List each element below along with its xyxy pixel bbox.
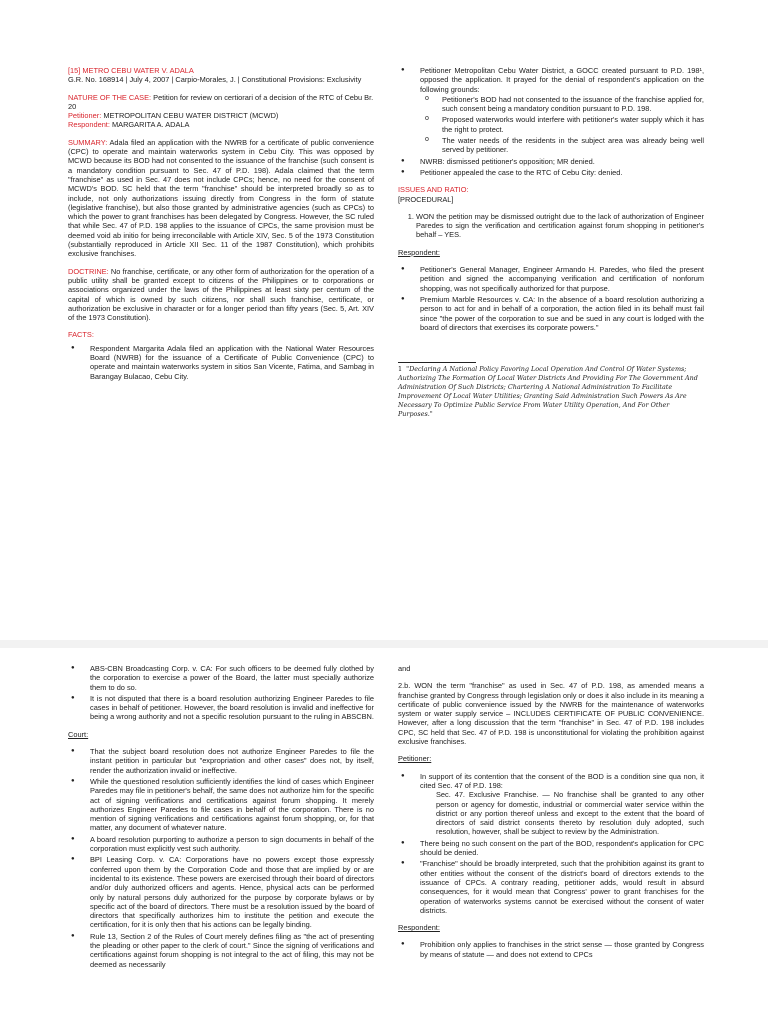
- footnote-number: 1: [398, 365, 403, 374]
- respondent-label: Respondent:: [68, 120, 110, 130]
- list-item: o Proposed waterworks would interfere with petitioner's water supply which it has the right to protect.: [442, 115, 704, 134]
- list-item: [420, 66, 704, 155]
- respondent-name: MARGARITA A. ADALA: [111, 120, 190, 130]
- summary-label: SUMMARY:: [68, 137, 108, 147]
- page2-right-column: [398, 664, 704, 967]
- case-title: [15] METRO CEBU WATER V. ADALA: [68, 66, 194, 75]
- summary-section: [68, 138, 374, 259]
- issue-item: 1. WON the petition may be dismissed outright due to the lack of authorization of Engineer Paredes to sign the verification and certification against forum shopping in petitioner's behalf – YES.: [416, 212, 704, 240]
- list-item: ● That the subject board resolution does not authorize Engineer Paredes to file the instant petition in particular but "expropriation and other cases" does not, by itself, render the authorization invalid or ineffective.: [90, 747, 374, 775]
- page2-left-column: [68, 664, 374, 977]
- nature-label: NATURE OF THE CASE:: [68, 92, 152, 102]
- court-subheading: Court:: [68, 729, 89, 739]
- facts-heading: FACTS:: [68, 330, 94, 340]
- list-item: ● Petitioner's General Manager, Engineer Armando H. Paredes, who filed the present petition and signed the accompanying verification and certification of nonforum shopping, was not specifically authorized for that purpose.: [420, 265, 704, 293]
- respondent-subheading: Respondent:: [398, 247, 440, 257]
- list-item: o The water needs of the residents in the subject area was already being well served by petitioner.: [442, 136, 704, 155]
- and-text: and: [398, 664, 411, 673]
- issues-heading: ISSUES AND RATIO:: [398, 185, 469, 195]
- list-item: ● "Franchise" should be broadly interpreted, such that the prohibition against its grant to other entities without the consent of the district's board of directors extends to the issuance of CPCs. A contrary reading, petitioner adds, would result in absurd consequences, for it would mean that Congress' power to grant franchises for the operation of waterworks systems cannot be exercised without the consent of water districts.: [420, 859, 704, 915]
- case-citation: G.R. No. 168914 | July 4, 2007 | Carpio-Morales, J. | Constitutional Provisions: Exclusivity: [68, 75, 362, 85]
- page1-left-column: [68, 66, 374, 389]
- list-item: o Petitioner's BOD had not consented to the issuance of the franchise applied for, such consent being a mandatory condition pursuant to P.D. 198.: [442, 95, 704, 114]
- nature-of-case: [68, 93, 374, 112]
- issue-2b: 2.b. WON the term "franchise" as used in Sec. 47 of P.D. 198, as amended means a franchise granted by Congress through legislation only or does it also include in its meaning a certificate of public convenience issued by the NWRB for the maintenance of waterworks system or water supply service – INCLUDES CERTIFICATE OF PUBLIC CONVENIENCE. However, after a long discussion that the term "franchise" in Sec. 47 of P.D. 198 includes CPC, SC held that Sec. 47 of P.D. 198 is unconstitutional for violating the prohibition against exclusive franchises.: [398, 681, 704, 747]
- ratio-list: [68, 664, 374, 722]
- page-separator: [0, 640, 768, 648]
- document-page-2: [0, 648, 768, 1024]
- petitioner-name: METROPOLITAN CEBU WATER DISTRICT (MCWD): [103, 111, 279, 121]
- facts-continued-list: [398, 66, 704, 177]
- issues-list: [398, 212, 704, 240]
- doctrine-section: [68, 267, 374, 323]
- list-item: ● Petitioner appealed the case to the RTC of Cebu City: denied.: [420, 168, 704, 177]
- nature-text: Petition for review on certiorari of a decision of the RTC of Cebu Br. 20: [68, 92, 374, 111]
- sine-qua-non-text: In support of its contention that the consent of the BOD is a condition sine qua non, it cited Sec. 47 of P.D. 198:: [420, 771, 704, 790]
- respondent-arguments-2: [398, 940, 704, 959]
- petitioner-subheading: Petitioner:: [398, 754, 432, 764]
- petitioner-label: Petitioner:: [68, 111, 102, 121]
- page1-right-column: [398, 66, 704, 419]
- list-item: ● A board resolution purporting to authorize a person to sign documents in behalf of the corporation must explicitly vest such authority.: [90, 835, 374, 854]
- grounds-list: [420, 95, 704, 155]
- petitioner-arguments: [398, 772, 704, 915]
- doctrine-label: DOCTRINE:: [68, 266, 109, 276]
- list-item: ● ABS-CBN Broadcasting Corp. v. CA: For such officers to be deemed fully clothed by the corporation to exercise a power of the Board, the latter must specially authorize them to do so.: [90, 664, 374, 692]
- list-item: ● There being no such consent on the part of the BOD, respondent's application for CPC should be denied.: [420, 839, 704, 858]
- summary-text: Adala filed an application with the NWRB for a certificate of public convenience (CPC) to operate and maintain waterworks system in Cebu City. This was opposed by MCWD because its BOD had not consented to the issuance of the franchise (such consent is a mandatory condition pursuant to Sec. 47 of P.D. 198). Adala claimed that the term "franchise" as used in Sec. 47 does not include CPCs; hence, no need for the consent of MCWD's BOD. SC held that the term "franchise" should be interpreted broadly so as to include, not only authorizations issuing directly from Congress in the form of statute (legislative franchise), but also those granted by administrative agencies (such as CPCs) to which the power to grant franchises has been delegated by Congress. However, the SC ruled that while Sec. 47 of P.D. 198 applies to the issuance of CPCs, the same provision must be deemed void ab initio for being irreconcilable with Article XIV, Sec. 5 of the 1973 Constitution (substantially reproduced in Article XII Sec. 11 of the 1987 Constitution), which prohibits exclusive franchises.: [68, 137, 374, 259]
- respondent-subheading-2: Respondent:: [398, 923, 440, 933]
- footnote: [398, 365, 704, 419]
- list-item: ● Premium Marble Resources v. CA: In the absence of a board resolution authorizing a person to act for and in behalf of a corporation, the action filed in its behalf must fail since "the power of the corporation to sue and be sued in any court is lodged with the board of directors that exercises its corporate powers.": [420, 295, 704, 332]
- doctrine-text: No franchise, certificate, or any other form of authorization for the operation of a public utility shall be granted except to citizens of the Philippines or to corporations or associations organized under the laws of the Philippines at least sixty per centum of the capital of which is owned by such citizens, nor shall such franchise, certificate, or authorization be exclusive in character or for a longer period than fifty years (Sec. 5, Art. XIV of the 1973 Constitution).: [68, 266, 374, 323]
- list-item: ● While the questioned resolution sufficiently identifies the kind of cases which Engineer Paredes may file in petitioner's behalf, the same does not authorize him for the specific act of signing verifications and certifications against forum shopping. It merely authorizes Engineer Paredes to file cases in behalf of the corporation. There is no mention of signing verifications and certifications against forum shopping, or, for that matter, any document of whatever nature.: [90, 777, 374, 833]
- respondent-line: [68, 120, 374, 129]
- footnote-text: "Declaring A National Policy Favoring Local Operation And Control Of Water Systems; Authorizing The Formation Of Local Water Districts And Providing For The Government And Administration Of Such Districts; Chartering A National Administration To Facilitate Improvement Of Local Water Utilities; Granting Said Administration Such Powers As Are Necessary To Optimize Public Service From Water Utility Operation, And For Other Purposes.": [398, 365, 698, 419]
- list-item: ● It is not disputed that there is a board resolution authorizing Engineer Paredes to file cases in behalf of petitioner. However, the board resolution is invalid and ineffective for being a wrong authority and not a specific resolution pursuant to the ruling in ABSCBN.: [90, 694, 374, 722]
- respondent-arguments: [398, 265, 704, 332]
- opposition-text: Petitioner Metropolitan Cebu Water District, a GOCC created pursuant to P.D. 198¹, opposed the application. It prayed for the denial of respondent's application on the following grounds:: [420, 66, 704, 94]
- sec47-quote: Sec. 47. Exclusive Franchise. — No franchise shall be granted to any other person or agency for domestic, industrial or commercial water service within the district or any portion thereof unless and except to the extent that the board of directors of said district consents thereto by resolution duly adopted, such resolution, however, shall be subject to review by the Administration.: [436, 790, 704, 837]
- court-rulings: [68, 747, 374, 969]
- list-item: ● Prohibition only applies to franchises in the strict sense — those granted by Congress by means of statute — and does not extend to CPCs: [420, 940, 704, 959]
- list-item: ● BPI Leasing Corp. v. CA: Corporations have no powers except those expressly conferred upon them by the Corporation Code and those that are implied by or are incidental to its existence. These powers are exercised through their board of directors and/or duly authorized officers and agents. Hence, physical acts can be performed only by natural persons duly authorized for the purpose by corporate bylaws or by specific act of the board of directors. There must be a resolution issued by the board of directors that specifically authorizes him to institute the petition and execute the certification, for it is only then that his actions can be legally binding.: [90, 855, 374, 929]
- list-item: ● Respondent Margarita Adala filed an application with the National Water Resources Board (NWRB) for the issuance of a Certificate of Public Convenience (CPC) to operate and maintain waterworks system in sitios San Vicente, Fatima, and Sambag in Barangay Bulacao, Cebu City.: [90, 344, 374, 381]
- list-item: ● Rule 13, Section 2 of the Rules of Court merely defines filing as "the act of presenting the pleading or other paper to the clerk of court." Since the signing of verifications and certifications against forum shopping is not integral to the act of filing, this may not be deemed as necessarily: [90, 932, 374, 969]
- facts-list: [68, 344, 374, 381]
- petitioner-line: [68, 111, 374, 120]
- list-item: ● NWRB: dismissed petitioner's opposition; MR denied.: [420, 157, 704, 166]
- list-item: [420, 772, 704, 837]
- procedural-heading: [PROCEDURAL]: [398, 194, 454, 204]
- footnote-rule: [398, 362, 476, 363]
